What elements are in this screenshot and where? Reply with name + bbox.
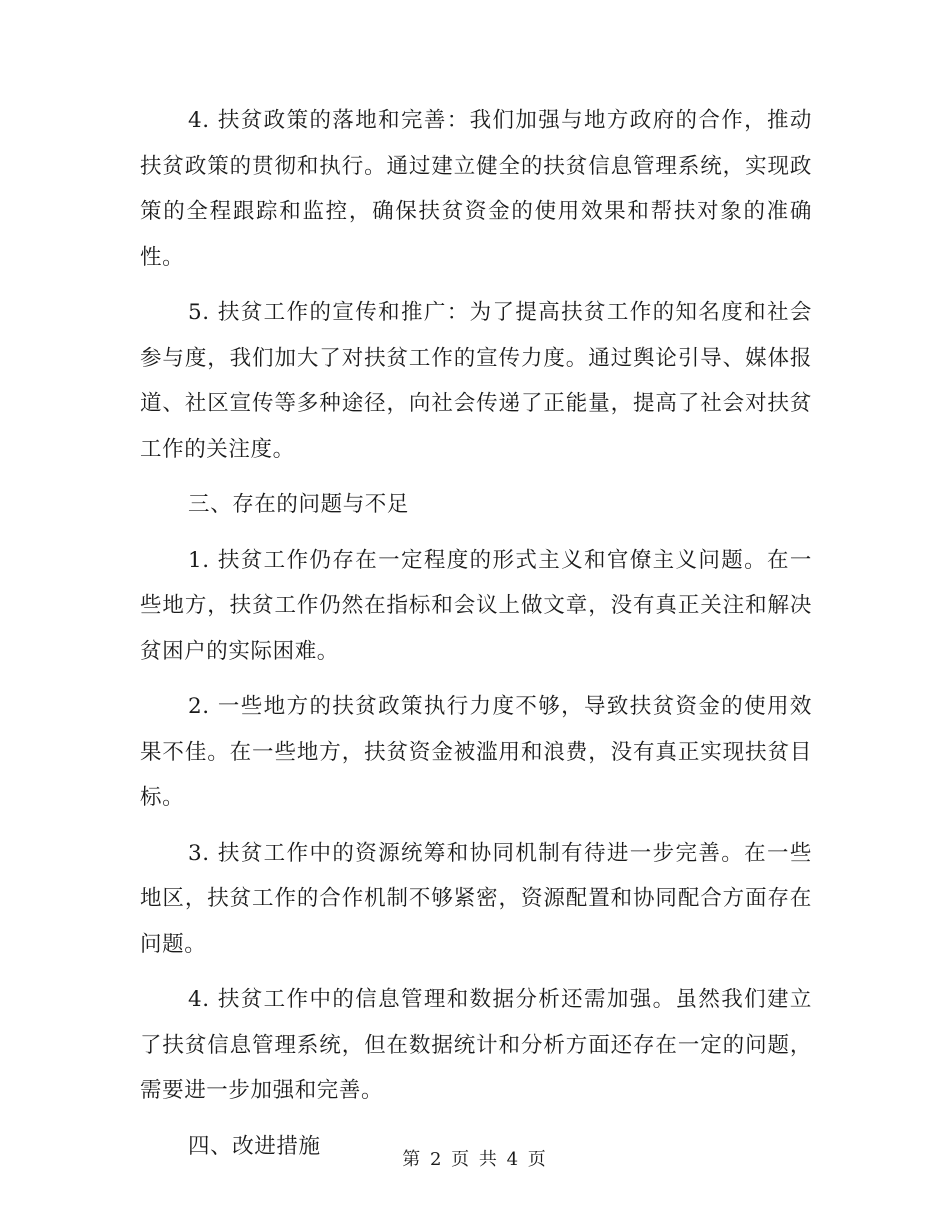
paragraph-policy-implementation: 4. 扶贫政策的落地和完善：我们加强与地方政府的合作，推动扶贫政策的贯彻和执行。通过建立健全的扶贫信息管理系统，实现政策的全程跟踪和监控，确保扶贫资金的使用效果和帮扶对象的准确性。 xyxy=(140,108,812,270)
paragraph-publicity: 5. 扶贫工作的宣传和推广：为了提高扶贫工作的知名度和社会参与度，我们加大了对扶贫工作的宣传力度。通过舆论引导、媒体报道、社区宣传等多种途径，向社会传递了正能量，提高了社会对扶贫工作的关注度。 xyxy=(140,300,812,462)
page-number-footer: 第 2 页 共 4 页 xyxy=(402,1149,548,1170)
paragraph-problem-1: 1. 扶贫工作仍存在一定程度的形式主义和官僚主义问题。在一些地方，扶贫工作仍然在指标和会议上做文章，没有真正关注和解决贫困户的实际困难。 xyxy=(140,547,812,664)
section-heading-problems: 三、存在的问题与不足 xyxy=(188,492,410,517)
paragraph-problem-2: 2. 一些地方的扶贫政策执行力度不够，导致扶贫资金的使用效果不佳。在一些地方，扶贫资金被滥用和浪费，没有真正实现扶贫目标。 xyxy=(140,694,812,810)
paragraph-problem-4: 4. 扶贫工作中的信息管理和数据分析还需加强。虽然我们建立了扶贫信息管理系统，但在数据统计和分析方面还存在一定的问题，需要进一步加强和完善。 xyxy=(140,987,812,1103)
document-body xyxy=(140,98,812,1179)
section-heading-improvements: 四、改进措施 xyxy=(188,1133,321,1159)
paragraph-problem-3: 3. 扶贫工作中的资源统筹和协同机制有待进一步完善。在一些地区，扶贫工作的合作机制不够紧密，资源配置和协同配合方面存在问题。 xyxy=(140,840,812,957)
